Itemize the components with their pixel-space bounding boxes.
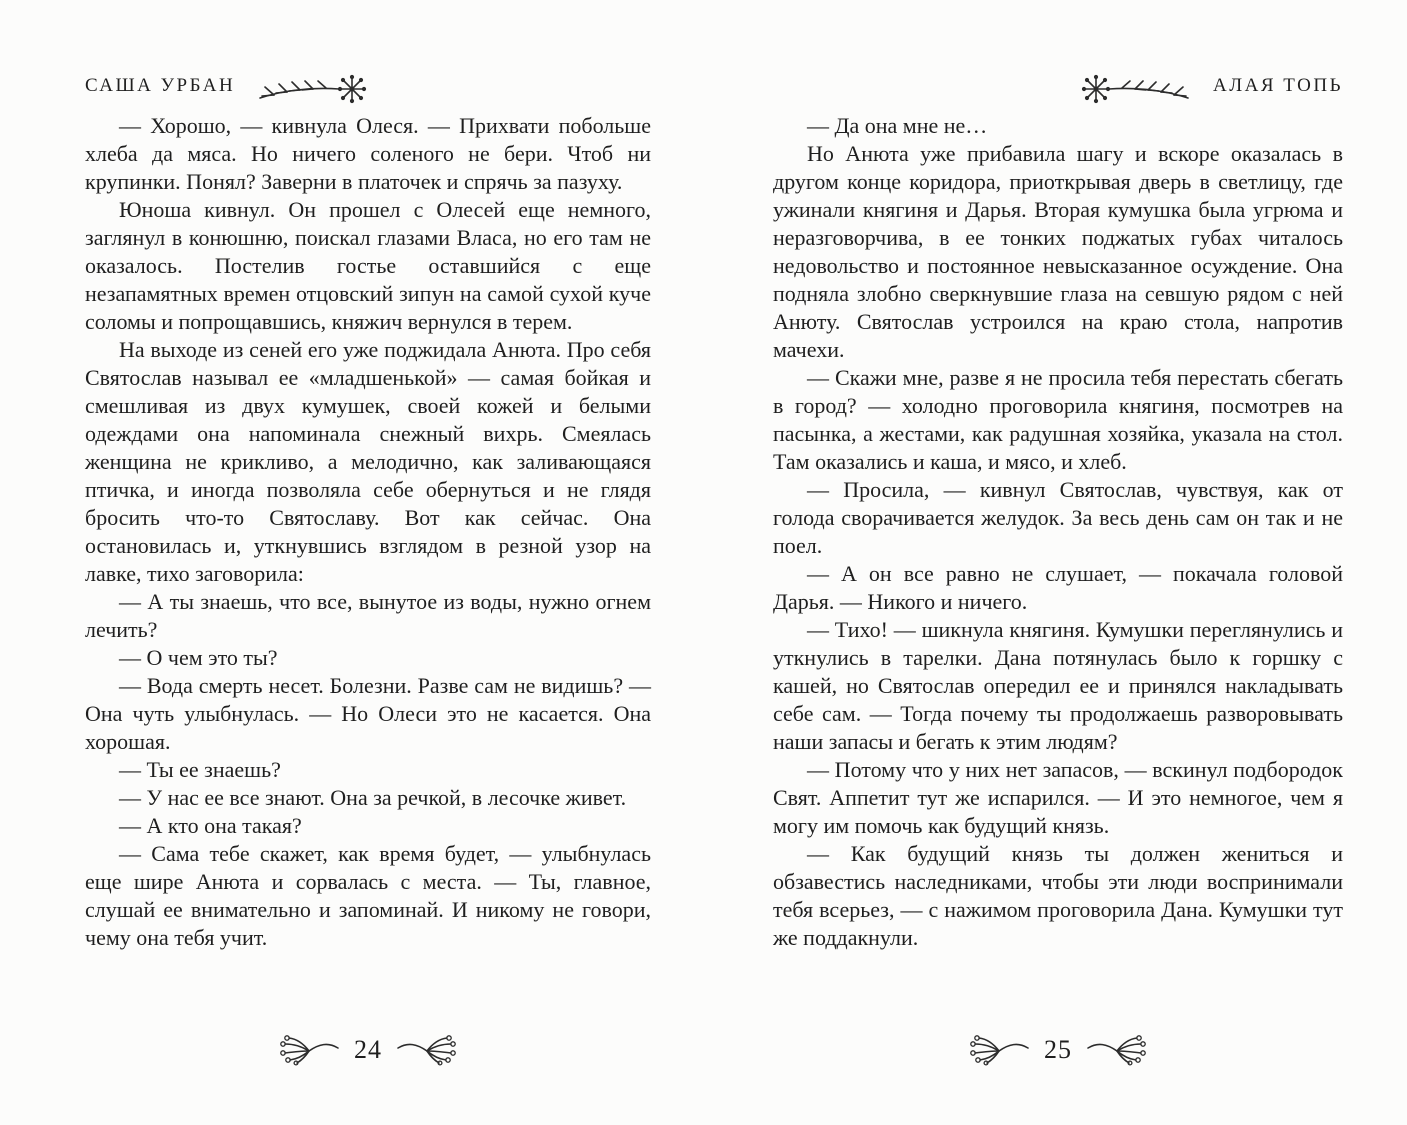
- left-page-text: [85, 112, 651, 952]
- paragraph: — Хорошо, — кивнула Олеся. — Прихвати побольше хлеба да мяса. Но ничего соленого не бери. Чтоб ни крупинки. Понял? Заверни в платочек и спрячь за пазуху.: [85, 113, 651, 194]
- paragraph: — О чем это ты?: [119, 645, 278, 670]
- berry-sprig-left-icon: [968, 1034, 1030, 1066]
- star-burst-icon: [1082, 75, 1110, 103]
- paragraph: — А кто она такая?: [119, 813, 302, 838]
- author-name: САША УРБАН: [85, 75, 236, 96]
- paragraph: — Просила, — кивнул Святослав, чувствуя, как от голода сворачивается желудок. За весь день сам он так и не поел.: [773, 477, 1343, 558]
- paragraph: — Потому что у них нет запасов, — вскинул подбородок Свят. Аппетит тут же испарился. — И это немногое, чем я могу им помочь как будущий князь.: [773, 757, 1343, 838]
- book-title: АЛАЯ ТОПЬ: [1213, 75, 1343, 96]
- right-running-head: [773, 66, 1343, 106]
- paragraph: — Ты ее знаешь?: [119, 757, 281, 782]
- berry-sprig-left-icon: [278, 1034, 340, 1066]
- paragraph: — Вода смерть несет. Болезни. Разве сам не видишь? — Она чуть улыбнулась. — Но Олеси это не касается. Она хорошая.: [85, 673, 651, 754]
- paragraph: — А ты знаешь, что все, вынутое из воды, нужно огнем лечить?: [85, 589, 651, 642]
- page-right: [773, 0, 1343, 1125]
- star-burst-icon: [338, 75, 366, 103]
- right-page-number: 25: [1044, 1035, 1072, 1064]
- left-page-number: 24: [354, 1035, 382, 1064]
- paragraph: — Сама тебе скажет, как время будет, — улыбнулась еще шире Анюта и сорвалась с места. — Ты, главное, слушай ее внимательно и запоминай. И никому не говори, чему она тебя учит.: [85, 841, 651, 950]
- page-left: [85, 0, 651, 1125]
- star-branch-ornament-icon: [1079, 70, 1191, 106]
- berry-sprig-right-icon: [396, 1034, 458, 1066]
- berry-sprig-right-icon: [1086, 1034, 1148, 1066]
- paragraph: — У нас ее все знают. Она за речкой, в лесочке живет.: [119, 785, 627, 810]
- left-running-head: [85, 66, 651, 106]
- paragraph: — Да она мне не…: [807, 113, 988, 138]
- paragraph: — Тихо! — шикнула княгиня. Кумушки переглянулись и уткнулись в тарелки. Дана потянулась было к горшку с кашей, но Святослав опередил ее и принялся накладывать себе сам. — Тогда почему ты продолжаешь разворовывать наши запасы и бегать к этим людям?: [773, 617, 1343, 754]
- left-folio: [85, 1034, 651, 1066]
- paragraph: — А он все равно не слушает, — покачала головой Дарья. — Никого и ничего.: [773, 561, 1343, 614]
- paragraph: — Скажи мне, разве я не просила тебя перестать сбегать в город? — холодно проговорила княгиня, посмотрев на пасынка, а жестами, как радушная хозяйка, указала на стол. Там оказались и каша, и мясо, и хлеб.: [773, 365, 1343, 474]
- paragraph: Юноша кивнул. Он прошел с Олесей еще немного, заглянул в конюшню, поискал глазами Власа, но его там не оказалось. Постелив гостье оставшийся с еще незапамятных времен отцовский зипун на самой сухой куче соломы и попрощавшись, княжич вернулся в терем.: [85, 197, 651, 334]
- right-folio: [773, 1034, 1343, 1066]
- paragraph: На выходе из сеней его уже поджидала Анюта. Про себя Святослав называл ее «младшенькой» — самая бойкая и смешливая из двух кумушек, своей кожей и белыми одеждами она напоминала снежный вихрь. Смеялась женщина не крикливо, а мелодично, как заливающаяся птичка, и иногда позволяла себе обернуться и не глядя бросить что-то Святославу. Вот как сейчас. Она остановилась и, уткнувшись взглядом в резной узор на лавке, тихо заговорила:: [85, 337, 651, 586]
- paragraph: — Как будущий князь ты должен жениться и обзавестись наследниками, чтобы эти люди воспринимали тебя всерьез, — с нажимом проговорила Дана. Кумушки тут же поддакнули.: [773, 841, 1343, 950]
- right-page-text: [773, 112, 1343, 952]
- paragraph: Но Анюта уже прибавила шагу и вскоре оказалась в другом конце коридора, приоткрывая дверь в светлицу, где ужинали княгиня и Дарья. Вторая кумушка была угрюма и неразговорчива, в ее тонких поджатых губах читалось недовольство и постоянное невысказанное осуждение. Она подняла злобно сверкнувшие глаза на севшую рядом с ней Анюту. Святослав устроился на краю стола, напротив мачехи.: [773, 141, 1343, 362]
- branch-star-ornament-icon: [257, 70, 369, 106]
